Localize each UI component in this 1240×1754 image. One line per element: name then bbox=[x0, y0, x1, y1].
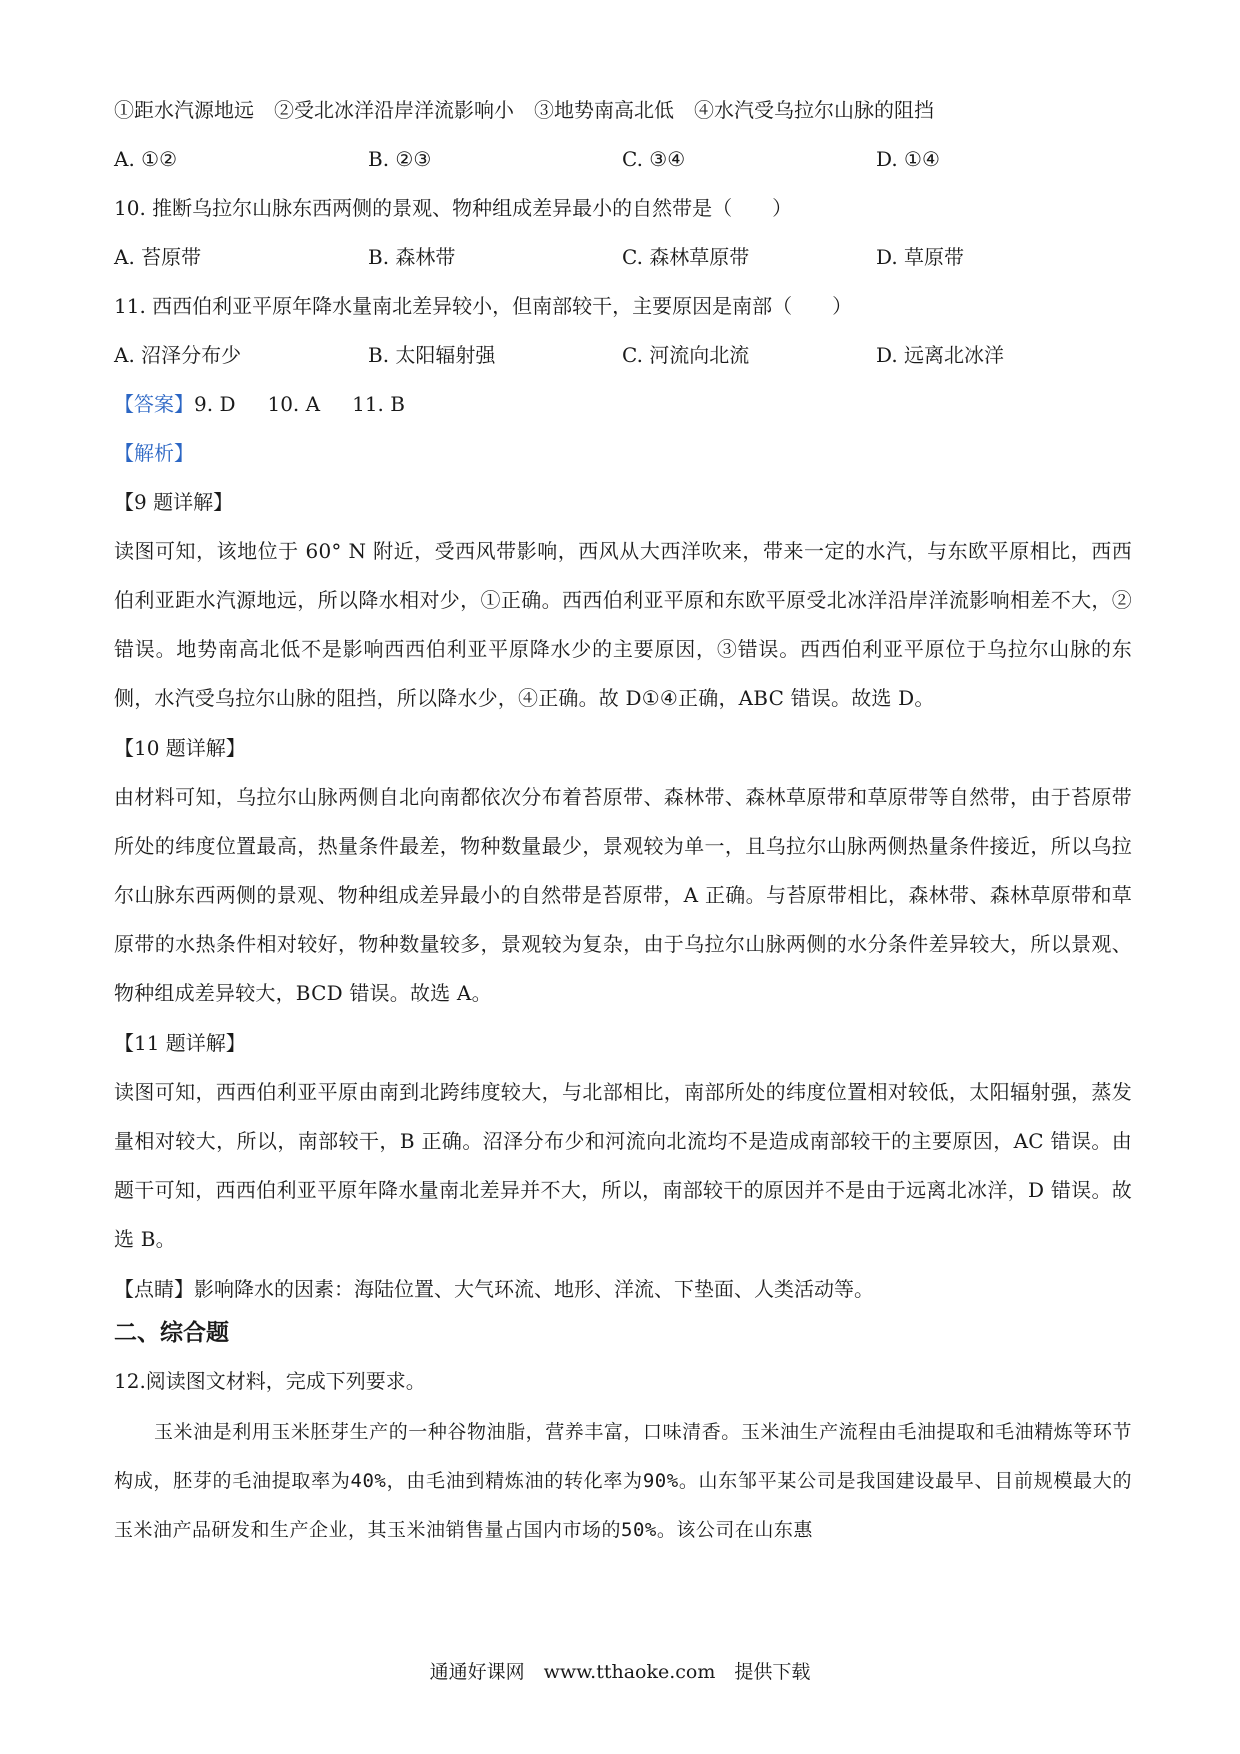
q11-option-d: D. 远离北冰洋 bbox=[876, 343, 1005, 367]
q10-detail-label: 【10 题详解】 bbox=[114, 736, 246, 760]
q9-option-a: A. ①② bbox=[114, 147, 178, 171]
q9-options bbox=[114, 147, 1132, 171]
q9-option-c: C. ③④ bbox=[622, 147, 686, 171]
answer-label: 【答案】 bbox=[114, 392, 194, 416]
q11-option-a: A. 沼泽分布少 bbox=[114, 343, 242, 367]
page-content bbox=[114, 98, 1132, 1555]
q10-detail-text: 由材料可知，乌拉尔山脉两侧自北向南都依次分布着苔原带、森林带、森林草原带和草原带等自然带，由于苔原带所处的纬度位置最高，热量条件最差，物种数量最少，景观较为单一，且乌拉尔山脉两侧热量条件接近，所以乌拉尔山脉东西两侧的景观、物种组成差异最小的自然带是苔原带，A 正确。与苔原带相比，森林带、森林草原带和草原带的水热条件相对较好，物种数量较多，景观较为复杂，由于乌拉尔山脉两侧的水分条件差异较大，所以景观、物种组成差异较大，BCD 错误。故选 A。 bbox=[114, 785, 1132, 1005]
q9-detail-label: 【9 题详解】 bbox=[114, 490, 234, 514]
section-title: 二、综合题 bbox=[114, 1320, 229, 1346]
tip-text: 影响降水的因素：海陆位置、大气环流、地形、洋流、下垫面、人类活动等。 bbox=[194, 1277, 874, 1301]
analysis-label: 【解析】 bbox=[114, 441, 194, 465]
q11-option-c: C. 河流向北流 bbox=[622, 343, 750, 367]
q11-detail-label: 【11 题详解】 bbox=[114, 1031, 246, 1055]
q10-option-a: A. 苔原带 bbox=[114, 245, 202, 269]
answer-item: 10. A bbox=[267, 392, 321, 416]
q12-text: 玉米油是利用玉米胚芽生产的一种谷物油脂，营养丰富，口味清香。玉米油生产流程由毛油提取和毛油精炼等环节构成，胚芽的毛油提取率为40%，由毛油到精炼油的转化率为90%。山东邹平某公司是我国建设最早、目前规模最大的玉米油产品研发和生产企业，其玉米油销售量占国内市场的50%。该公司在山东惠 bbox=[114, 1421, 1132, 1541]
analysis-line bbox=[114, 441, 1132, 465]
answer-line bbox=[114, 392, 1132, 416]
q11-option-b: B. 太阳辐射强 bbox=[368, 343, 496, 367]
q10-option-d: D. 草原带 bbox=[876, 245, 965, 269]
page-footer: 通通好课网 www.tthaoke.com 提供下载 bbox=[429, 1661, 811, 1683]
q11-options bbox=[114, 343, 1132, 367]
q9-option-d: D. ①④ bbox=[876, 147, 940, 171]
q9-option-b: B. ②③ bbox=[368, 147, 432, 171]
q10-option-c: C. 森林草原带 bbox=[622, 245, 750, 269]
q10-stem: 10. 推断乌拉尔山脉东西两侧的景观、物种组成差异最小的自然带是（ ） bbox=[114, 196, 793, 220]
tip-line bbox=[114, 1277, 1132, 1301]
q11-detail-text: 读图可知，西西伯利亚平原由南到北跨纬度较大，与北部相比，南部所处的纬度位置相对较低，太阳辐射强，蒸发量相对较大，所以，南部较干，B 正确。沼泽分布少和河流向北流均不是造成南部较干的主要原因，AC 错误。由题干可知，西西伯利亚平原年降水量南北差异并不大，所以，南部较干的原因并不是由于远离北冰洋，D 错误。故选 B。 bbox=[114, 1080, 1132, 1251]
q11-stem: 11. 西西伯利亚平原年降水量南北差异较小，但南部较干，主要原因是南部（ ） bbox=[114, 294, 853, 318]
q10-options bbox=[114, 245, 1132, 269]
q12-stem: 12.阅读图文材料，完成下列要求。 bbox=[114, 1369, 426, 1393]
q9-statements: ①距水汽源地远 ②受北冰洋沿岸洋流影响小 ③地势南高北低 ④水汽受乌拉尔山脉的阻挡 bbox=[114, 98, 934, 122]
answer-item: 11. B bbox=[352, 392, 405, 416]
tip-label: 【点睛】 bbox=[114, 1277, 194, 1301]
q9-detail-text: 读图可知，该地位于 60° N 附近，受西风带影响，西风从大西洋吹来，带来一定的水汽，与东欧平原相比，西西伯利亚距水汽源地远，所以降水相对少，①正确。西西伯利亚平原和东欧平原受北冰洋沿岸洋流影响相差不大，②错误。地势南高北低不是影响西西伯利亚平原降水少的主要原因，③错误。西西伯利亚平原位于乌拉尔山脉的东侧，水汽受乌拉尔山脉的阻挡，所以降水少，④正确。故 D①④正确，ABC 错误。故选 D。 bbox=[114, 539, 1132, 710]
answer-item: 9. D bbox=[194, 392, 236, 416]
q10-option-b: B. 森林带 bbox=[368, 245, 456, 269]
